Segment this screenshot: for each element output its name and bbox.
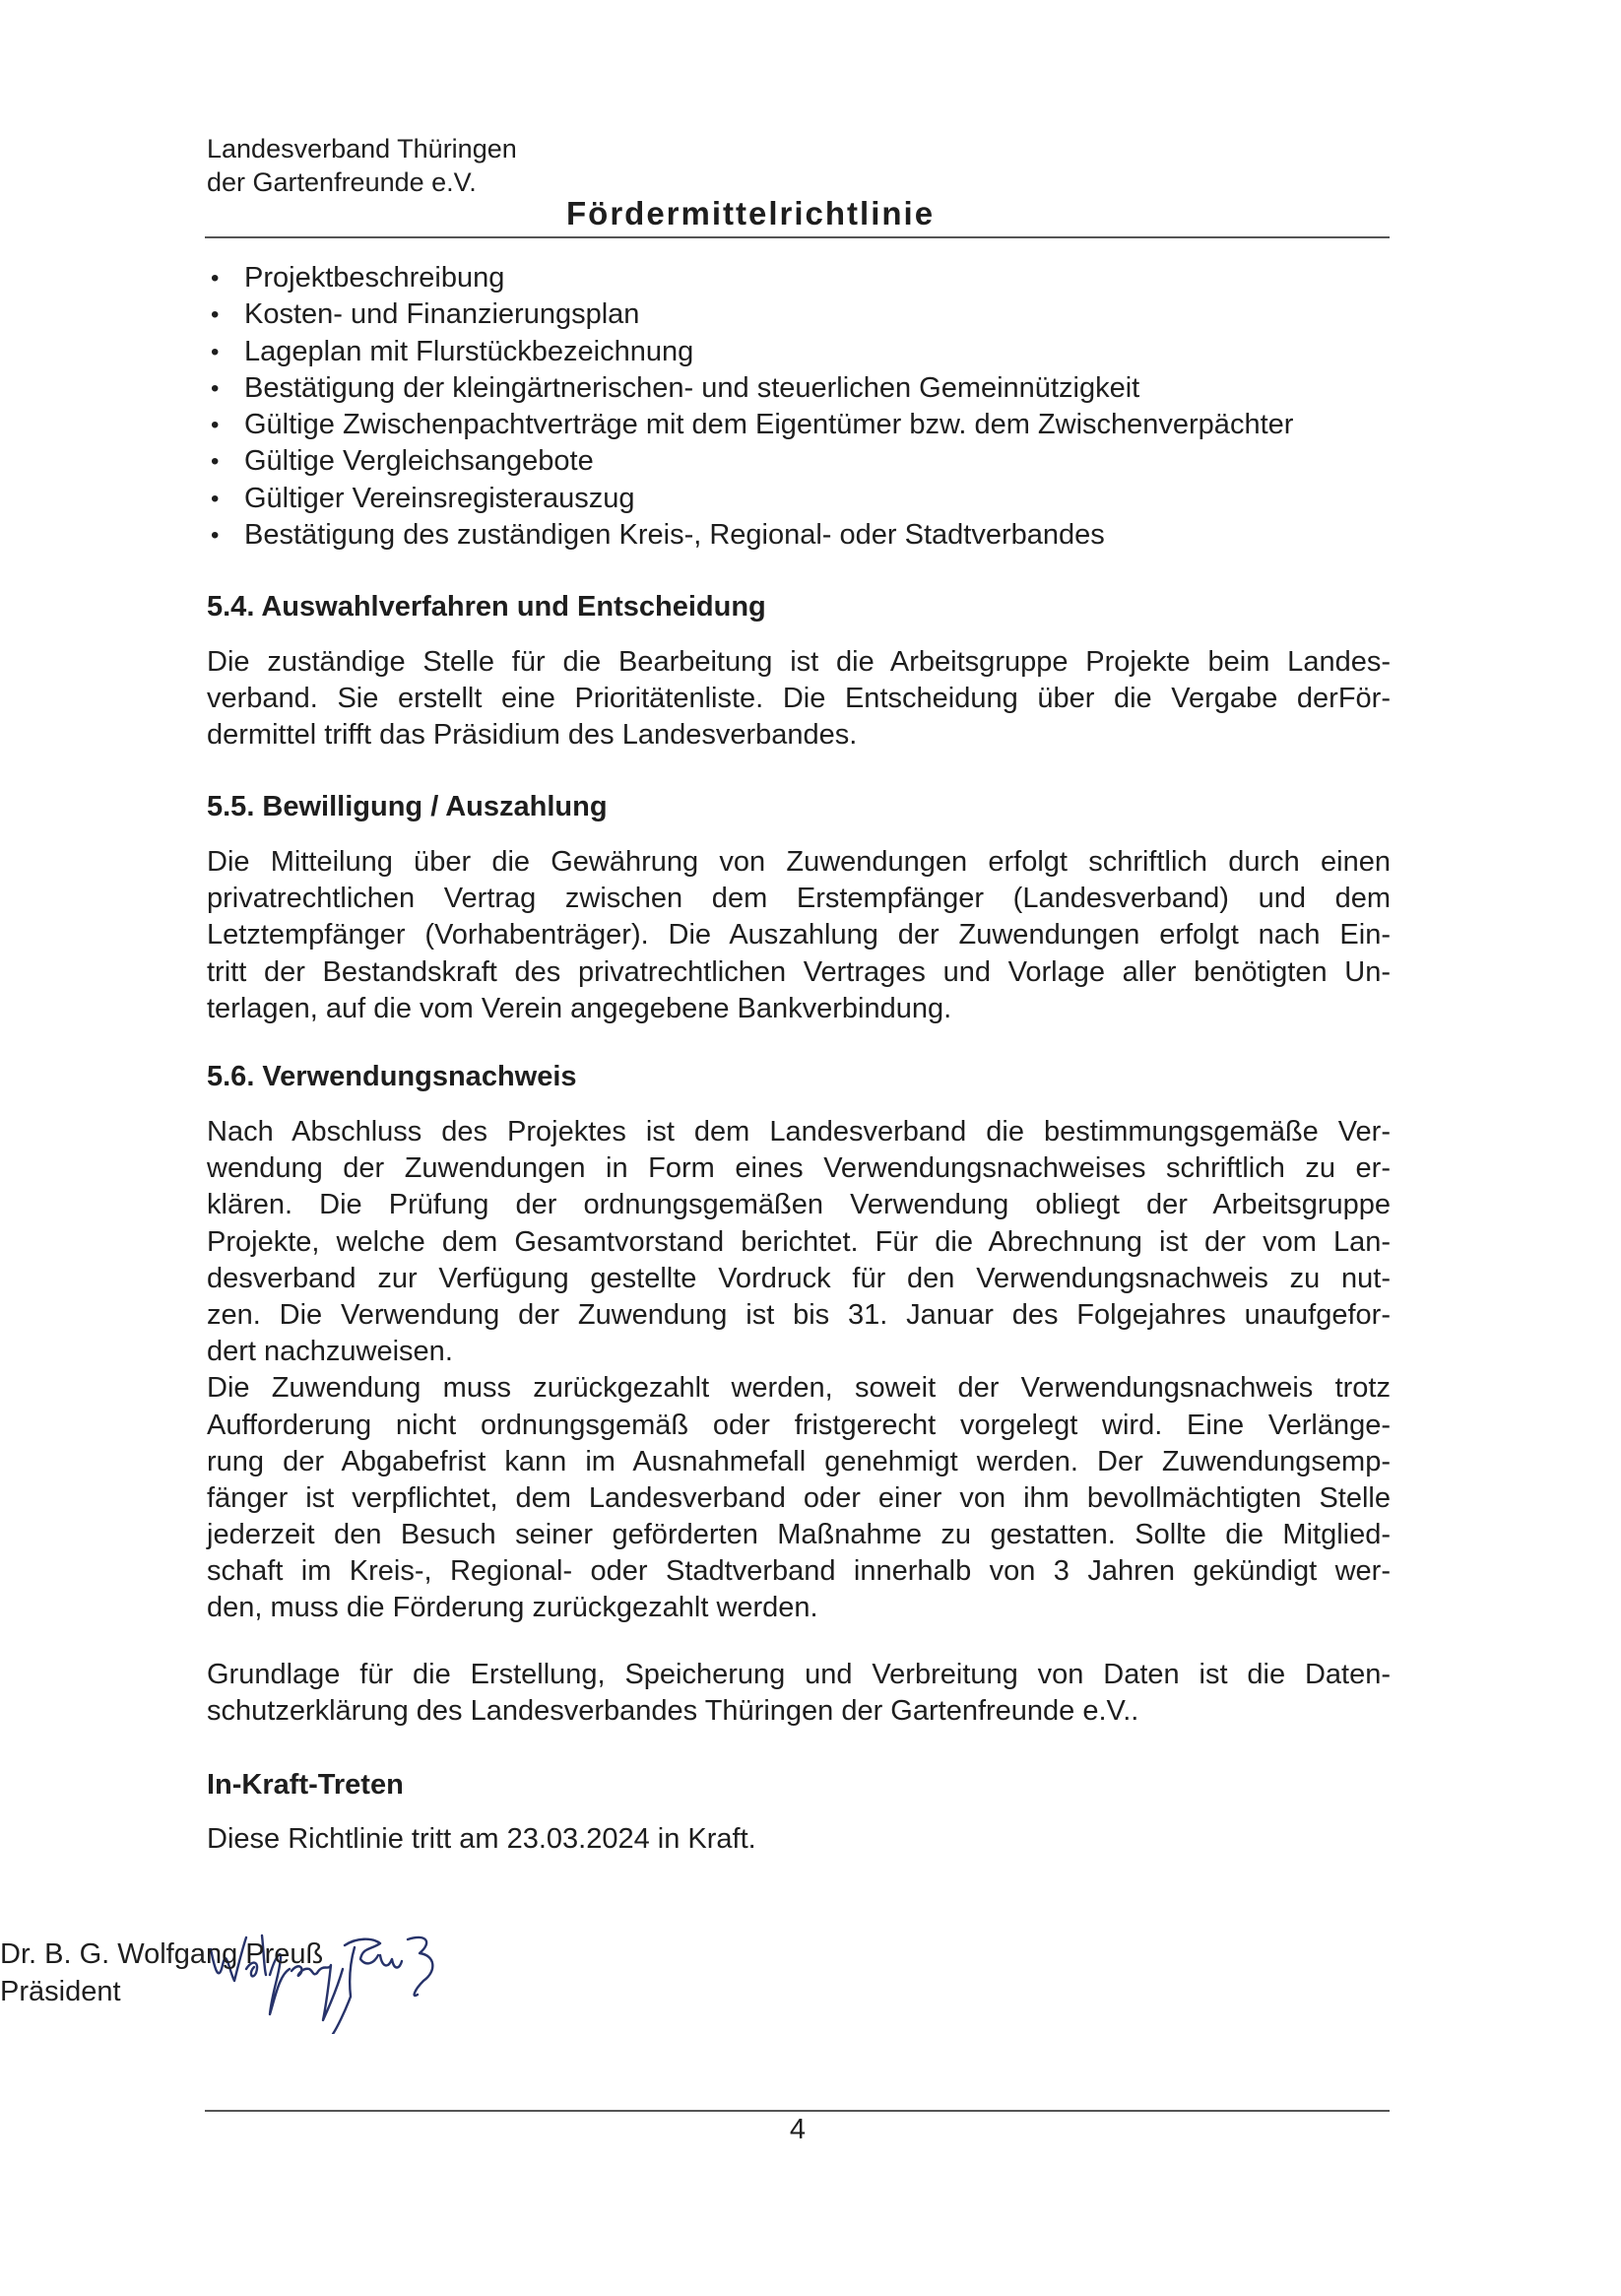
- section-heading-5-4: 5.4. Auswahlverfahren und Entscheidung: [207, 591, 766, 623]
- signatory: [0, 1935, 323, 2010]
- text-line: Projekte, welche dem Gesamtvorstand berichtet. Für die Abrechnung ist der vom Lan-: [207, 1225, 1391, 1258]
- text-line: Die Zuwendung muss zurückgezahlt werden, soweit der Verwendungsnachweis trotz: [207, 1372, 1391, 1405]
- list-item: • Gültige Zwischenpachtverträge mit dem Eigentümer bzw. dem Zwischenverpächter: [207, 407, 1398, 443]
- text-line: schutzerklärung des Landesverbandes Thüringen der Gartenfreunde e.V..: [207, 1695, 1139, 1728]
- page-number: 4: [789, 2114, 807, 2145]
- bullet-icon: •: [211, 338, 220, 365]
- list-item: • Gültiger Vereinsregisterauszug: [207, 481, 1398, 517]
- text-line: fänger ist verpflichtet, dem Landesverband oder einer von ihm bevollmächtigten Stelle: [207, 1481, 1391, 1514]
- text-line: Die zuständige Stelle für die Bearbeitung ist die Arbeitsgruppe Projekte beim Landes-: [207, 646, 1391, 678]
- section-heading-5-6: 5.6. Verwendungsnachweis: [207, 1061, 577, 1092]
- org-name: [207, 132, 517, 199]
- signatory-name: Dr. B. G. Wolfgang Preuß: [0, 1938, 324, 1970]
- text-line: Aufforderung nicht ordnungsgemäß oder fristgerecht vorgelegt wird. Eine Verlänge-: [207, 1409, 1391, 1441]
- bullet-icon: •: [211, 301, 220, 329]
- text-line: Die Mitteilung über die Gewährung von Zuwendungen erfolgt schriftlich durch einen: [207, 846, 1391, 878]
- text-line: privatrechtlichen Vertrag zwischen dem Erstempfänger (Landesverband) und dem: [207, 883, 1391, 915]
- text-line: Grundlage für die Erstellung, Speicherung und Verbreitung von Daten ist die Daten-: [207, 1659, 1391, 1690]
- effective-date-heading: In-Kraft-Treten: [207, 1769, 404, 1801]
- footer-divider: [205, 2110, 1390, 2112]
- document-title: Fördermittelrichtlinie: [566, 195, 936, 231]
- list-item: • Lageplan mit Flurstückbezeichnung: [207, 334, 1398, 370]
- list-item: • Projektbeschreibung: [207, 260, 1398, 296]
- text-line: wendung der Zuwendungen in Form eines Verwendungsnachweises schriftlich zu er-: [207, 1152, 1391, 1185]
- bullet-icon: •: [211, 374, 220, 402]
- text-line: Nach Abschluss des Projektes ist dem Landesverband die bestimmungsgemäße Ver-: [207, 1116, 1391, 1148]
- text-line: zen. Die Verwendung der Zuwendung ist bis 31. Januar des Folgejahres unaufgefor-: [207, 1298, 1391, 1331]
- text-line: verband. Sie erstellt eine Prioritätenliste. Die Entscheidung über die Vergabe derFör-: [207, 683, 1391, 715]
- text-line: Letztempfänger (Vorhabenträger). Die Auszahlung der Zuwendungen erfolgt nach Ein-: [207, 919, 1391, 951]
- bullet-icon: •: [211, 485, 220, 512]
- text-line: dert nachzuweisen.: [207, 1336, 453, 1368]
- text-line: den, muss die Förderung zurückgezahlt werden.: [207, 1592, 818, 1624]
- section-text-5-4: [207, 644, 1391, 754]
- bullet-icon: •: [211, 265, 220, 292]
- text-line: tritt der Bestandskraft des privatrechtlichen Vertrages und Vorlage aller benötigten Un-: [207, 955, 1391, 988]
- text-line: klären. Die Prüfung der ordnungsgemäßen Verwendung obliegt der Arbeitsgruppe: [207, 1189, 1391, 1221]
- text-line: desverband zur Verfügung gestellte Vordruck für den Verwendungsnachweis zu nut-: [207, 1262, 1391, 1294]
- org-name-line-1: Landesverband Thüringen: [207, 134, 517, 164]
- section-heading-5-5: 5.5. Bewilligung / Auszahlung: [207, 791, 608, 822]
- section-text-5-6: [207, 1114, 1391, 1627]
- text-line: rung der Abgabefrist kann im Ausnahmefall genehmigt werden. Der Zuwendungsemp-: [207, 1445, 1391, 1477]
- list-item: • Bestätigung des zuständigen Kreis-, Regional- oder Stadtverbandes: [207, 517, 1398, 554]
- bullet-icon: •: [211, 522, 220, 550]
- org-name-line-2: der Gartenfreunde e.V.: [207, 167, 477, 197]
- text-line: Diese Richtlinie tritt am 23.03.2024 in Kraft.: [207, 1823, 756, 1855]
- list-item: • Bestätigung der kleingärtnerischen- und steuerlichen Gemeinnützigkeit: [207, 370, 1398, 407]
- data-protection-text: [207, 1657, 1391, 1730]
- effective-date-text: [207, 1821, 1391, 1858]
- required-documents-list: [207, 260, 1398, 554]
- bullet-icon: •: [211, 412, 220, 439]
- list-item: • Kosten- und Finanzierungsplan: [207, 296, 1398, 333]
- text-line: jederzeit den Besuch seiner geförderten Maßnahme zu gestatten. Sollte die Mitglied-: [207, 1519, 1391, 1551]
- signatory-role: Präsident: [0, 1976, 121, 2007]
- text-line: terlagen, auf die vom Verein angegebene Bankverbindung.: [207, 992, 952, 1024]
- header-divider: [205, 236, 1390, 238]
- list-item: • Gültige Vergleichsangebote: [207, 443, 1398, 480]
- section-text-5-5: [207, 844, 1391, 1027]
- bullet-icon: •: [211, 448, 220, 476]
- text-line: schaft im Kreis-, Regional- oder Stadtverband innerhalb von 3 Jahren gekündigt wer-: [207, 1555, 1391, 1588]
- text-line: dermittel trifft das Präsidium des Landesverbandes.: [207, 719, 858, 752]
